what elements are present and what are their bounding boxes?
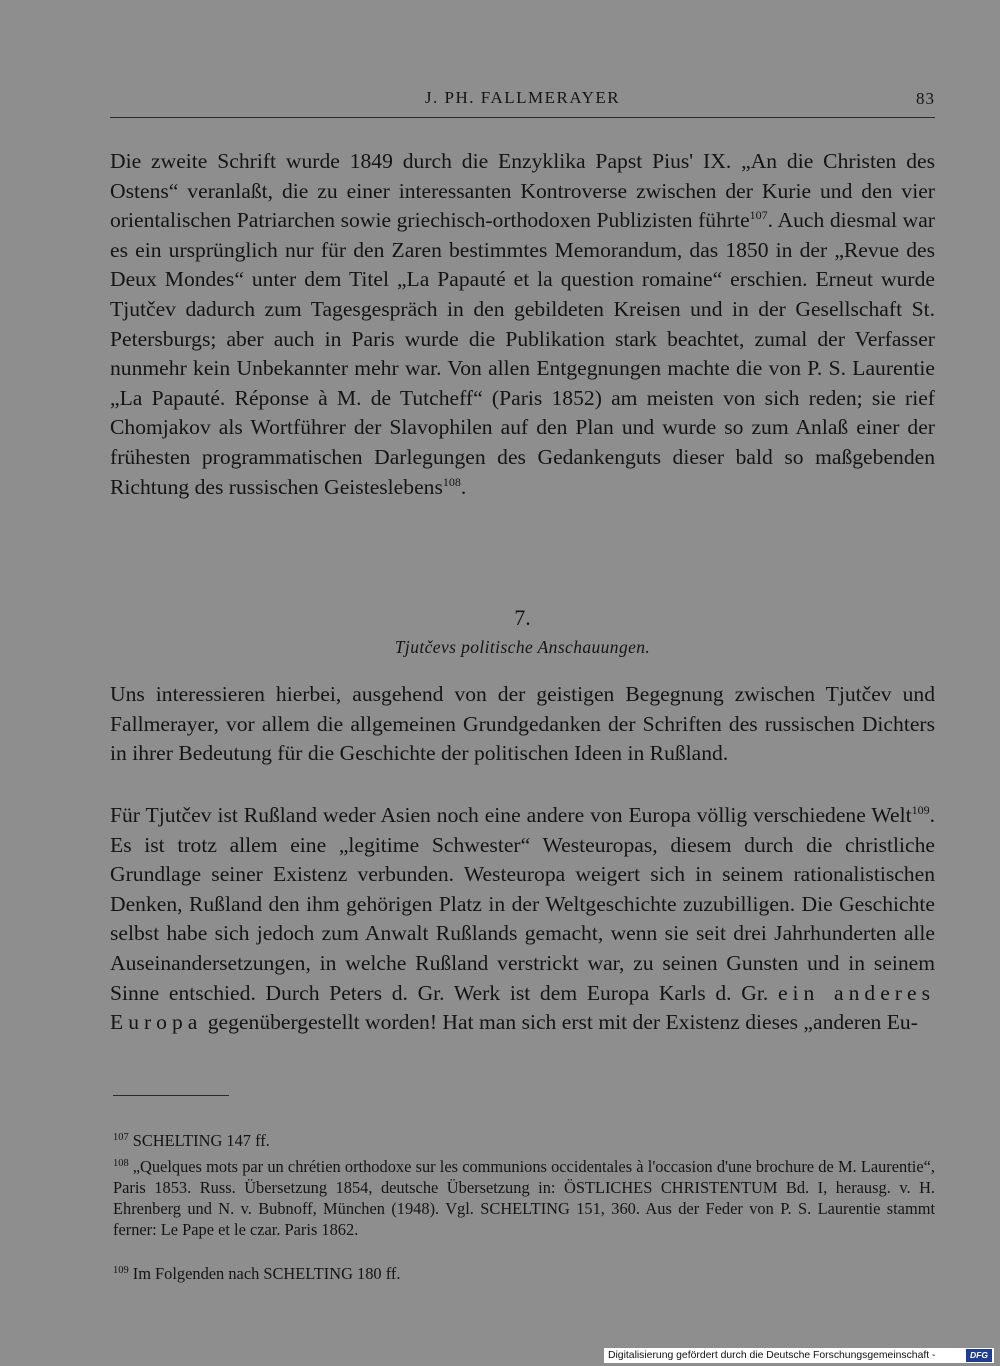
footnote-text: Im Folgenden nach SCHELTING 180 ff.	[132, 1264, 401, 1283]
section-title: Tjutčevs politische Anschauungen.	[394, 637, 651, 657]
paragraph-1-end: .	[460, 474, 467, 499]
paragraph-1	[110, 147, 935, 502]
footnote-rule	[113, 1095, 229, 1096]
paragraph-1-text: Die zweite Schrift wurde 1849 durch die Enzyklika Papst Pius' IX. „An die Christen des Ostens“ veranlaßt, die zu einer interessanten Kontroverse zwischen der Kurie und den vier orientalischen Patriarchen sowie griechisch-orthodoxen Publizisten führte	[110, 149, 935, 233]
paragraph-3	[110, 801, 935, 1038]
paragraph-1-text-cont: . Auch diesmal war es ein ursprünglich nur für den Zaren bestimmtes Memorandum, das 1850 in der „Revue des Deux Mondes“ unter dem Titel „La Papauté et la question romaine“ erschien. Erneut wurde Tjutčev dadurch zum Tagesgespräch in den gebildeten Kreisen und in der Gesellschaft St. Petersburgs; aber auch in Paris wurde die Publikation stark beachtet, zumal der Verfasser nunmehr kein Unbekannter mehr war. Von allen Entgegnungen machte die von P. S. Laurentie „La Papauté. Réponse à M. de Tutcheff“ (Paris 1852) am meisten von sich reden; sie rief Chomjakov als Wortführer der Slavophilen auf den Plan und wurde so zum Anlaß einer der frühesten programmatischen Darlegungen des Gedankenguts dieser bald so maßgebenden Richtung des russischen Geisteslebens	[110, 208, 935, 499]
digitization-credit	[604, 1348, 994, 1363]
paragraph-3-end: gegenübergestellt worden! Hat man sich erst mit der Existenz dieses „anderen Eu-	[202, 1010, 918, 1035]
footnote-108	[113, 1156, 935, 1240]
dfg-logo-icon: DFG	[966, 1349, 992, 1362]
paragraph-3-text: Für Tjutčev ist Rußland weder Asien noch eine andere von Europa völlig verschiedene Welt	[110, 803, 912, 827]
footnote-number: 109	[113, 1264, 129, 1276]
section-number: 7.	[514, 605, 531, 630]
paragraph-3-text-cont: . Es ist trotz allem eine „legitime Schwester“ Westeuropas, diesem durch die christliche Grundlage seiner Existenz verbunden. Westeuropa weigert sich in seinem rationalistischen Denken, Rußland den ihm gehörigen Platz in der Weltgeschichte zuzubilligen. Die Geschichte selbst habe sich jedoch zum Anwalt Rußlands gemacht, wenn sie seit drei Jahrhunderten alle Auseinandersetzungen, in welche Rußland verstrickt war, zu seinen Gunsten und in seinem Sinne entschied. Durch Peters d. Gr. Werk ist dem Europa Karls d. Gr.	[110, 803, 935, 1005]
footnote-number: 107	[113, 1131, 129, 1143]
spaced-emphasis: ein anderes Europa	[110, 980, 935, 1035]
paragraph-2-text: Uns interessieren hierbei, ausgehend von der geistigen Begegnung zwischen Tjutčev und Fallmerayer, vor allem die allgemeinen Grundgedanken der Schriften des russischen Dichters in ihrer Bedeutung für die Geschichte der politischen Ideen in Rußland.	[110, 682, 935, 766]
footnote-text: „Quelques mots par un chrétien orthodoxe sur les communions occidentales à l'occasion d'une brochure de M. Laurentie“, Paris 1853. Russ. Übersetzung 1854, deutsche Übersetzung in: ÖSTLICHES CHRISTENTUM Bd. I, herausg. v. H. Ehrenberg und N. v. Bubnoff, München (1948). Vgl. SCHELTING 151, 360. Aus der Feder von P. S. Laurentie stammt ferner: Le Pape et le czar. Paris 1862.	[113, 1157, 935, 1239]
footnote-107	[113, 1130, 270, 1151]
running-title: J. PH. FALLMERAYER	[424, 88, 621, 107]
footnote-text: SCHELTING 147 ff.	[132, 1131, 270, 1150]
footnote-ref-109: 109	[911, 802, 930, 817]
footnote-number: 108	[113, 1157, 129, 1169]
credit-text: Digitalisierung gefördert durch die Deutsche Forschungsgemeinschaft -	[608, 1350, 936, 1361]
footnote-ref-107: 107	[749, 208, 768, 222]
page-header	[110, 86, 935, 114]
paragraph-2	[110, 680, 935, 769]
page-number: 83	[916, 89, 935, 108]
footnote-109	[113, 1263, 400, 1284]
header-rule	[110, 117, 935, 118]
footnote-ref-108: 108	[442, 474, 461, 489]
